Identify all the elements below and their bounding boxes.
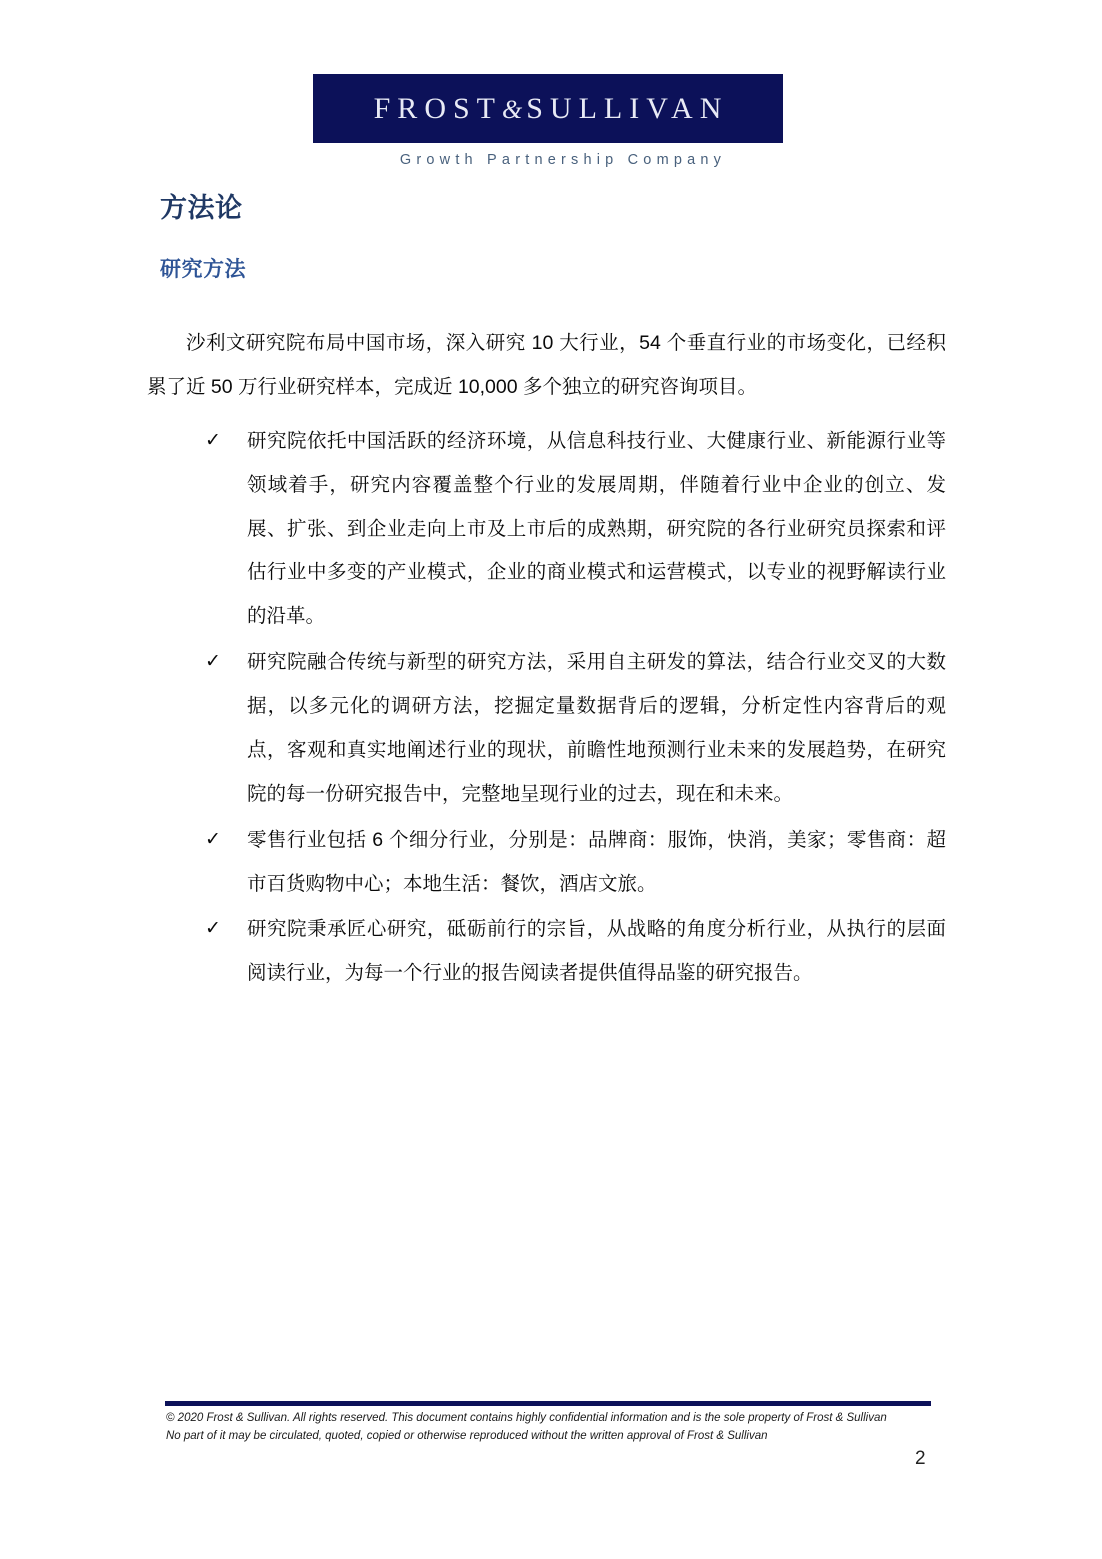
- checkmark-icon: ✓: [205, 918, 221, 940]
- checkmark-icon: ✓: [205, 651, 221, 673]
- document-body: [147, 322, 946, 998]
- intro-paragraph: 沙利文研究院布局中国市场，深入研究 10 大行业，54 个垂直行业的市场变化，已经积累了近 50 万行业研究样本，完成近 10,000 多个独立的研究咨询项目。: [147, 332, 946, 398]
- list-item: [147, 908, 946, 996]
- list-item: [147, 420, 946, 639]
- logo-tagline: Growth Partnership Company: [399, 152, 727, 168]
- bullet-list: [147, 420, 946, 996]
- logo-brand-sullivan: SULLIVAN: [526, 91, 729, 125]
- page-number: 2: [915, 1448, 926, 1469]
- footer-copyright-line-2: No part of it may be circulated, quoted, copied or otherwise reproduced without the written approval of Frost & Sullivan: [166, 1429, 768, 1442]
- checkmark-icon: ✓: [205, 828, 221, 850]
- logo-brand-frost: FROST: [373, 91, 502, 125]
- checkmark-icon: ✓: [205, 429, 221, 451]
- list-item-text: 研究院融合传统与新型的研究方法，采用自主研发的算法，结合行业交叉的大数据，以多元化的调研方法，挖掘定量数据背后的逻辑，分析定性内容背后的观点，客观和真实地阐述行业的现状，前瞻性地预测行业未来的发展趋势，在研究院的每一份研究报告中，完整地呈现行业的过去，现在和未来。: [247, 651, 946, 805]
- footer-copyright: [166, 1410, 956, 1446]
- page-title: 方法论: [160, 193, 243, 223]
- footer-copyright-line-1: © 2020 Frost & Sullivan. All rights reserved. This document contains highly confidential information and is the sole property of Frost & Sullivan: [166, 1412, 887, 1424]
- list-item-text: 研究院秉承匠心研究，砥砺前行的宗旨，从战略的角度分析行业，从执行的层面阅读行业，为每一个行业的报告阅读者提供值得品鉴的研究报告。: [247, 918, 946, 985]
- company-logo: [313, 74, 783, 168]
- logo-ampersand: &: [502, 94, 527, 124]
- logo-wordmark: [368, 92, 729, 126]
- list-item: [147, 819, 946, 907]
- list-item-text: 零售行业包括 6 个细分行业，分别是：品牌商：服饰，快消，美家；零售商：超市百货购物中心；本地生活：餐饮，酒店文旅。: [247, 828, 946, 895]
- list-item: [147, 641, 946, 817]
- footer-divider: [165, 1401, 931, 1406]
- logo-navy-box: [313, 74, 783, 143]
- list-item-text: 研究院依托中国活跃的经济环境，从信息科技行业、大健康行业、新能源行业等领域着手，研究内容覆盖整个行业的发展周期，伴随着行业中企业的创立、发展、扩张、到企业走向上市及上市后的成熟期，研究院的各行业研究员探索和评估行业中多变的产业模式，企业的商业模式和运营模式，以专业的视野解读行业的沿革。: [247, 429, 946, 628]
- section-heading: 研究方法: [160, 258, 246, 281]
